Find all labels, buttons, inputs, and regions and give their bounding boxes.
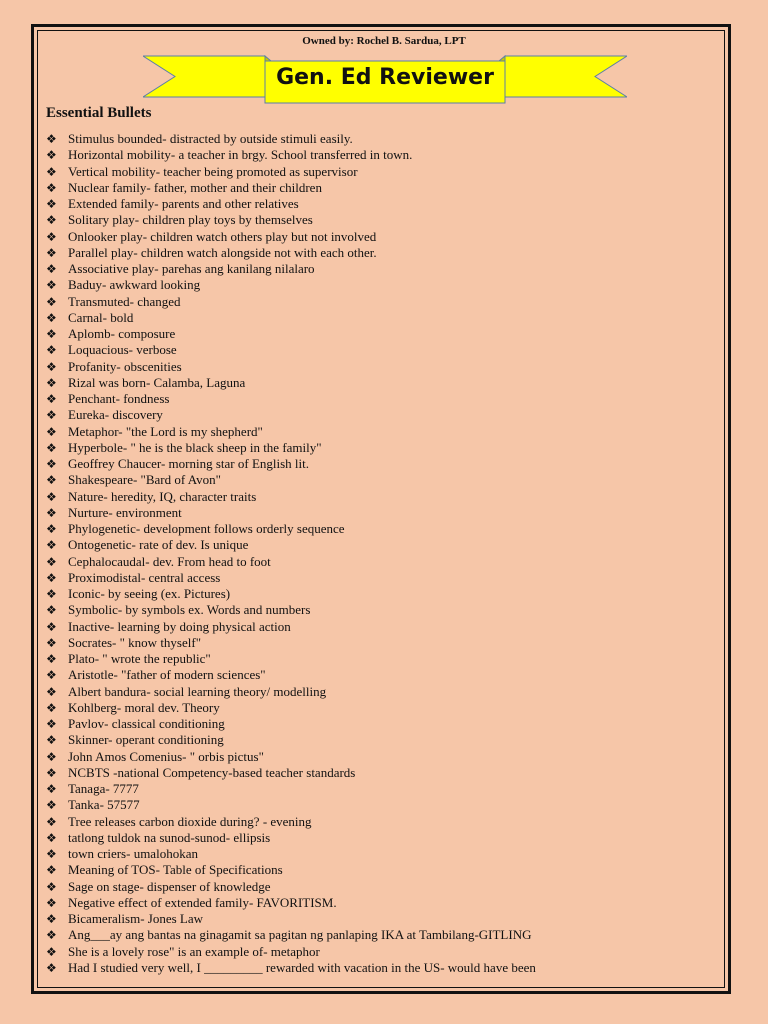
list-item bbox=[46, 846, 536, 862]
four-diamond-bullet-icon: ❖ bbox=[46, 944, 57, 959]
four-diamond-bullet-icon: ❖ bbox=[46, 392, 57, 406]
list-item bbox=[46, 944, 536, 960]
four-diamond-bullet-icon: ❖ bbox=[46, 879, 57, 894]
list-item-text: Stimulus bounded- distracted by outside stimuli easily. bbox=[68, 131, 353, 146]
owner-line: Owned by: Rochel B. Sardua, LPT bbox=[302, 35, 466, 47]
list-item bbox=[46, 164, 536, 180]
list-item bbox=[46, 797, 536, 813]
section-heading: Essential Bullets bbox=[46, 105, 152, 121]
list-item bbox=[46, 180, 536, 196]
list-item-text: Sage on stage- dispenser of knowledge bbox=[68, 878, 271, 894]
list-item bbox=[46, 619, 536, 635]
list-item bbox=[46, 456, 536, 472]
list-item bbox=[46, 586, 536, 602]
list-item bbox=[46, 879, 536, 895]
list-item-text: Loquacious- verbose bbox=[68, 342, 177, 358]
four-diamond-bullet-icon: ❖ bbox=[46, 180, 57, 195]
list-item-text: town criers- umalohokan bbox=[68, 846, 198, 861]
four-diamond-bullet-icon: ❖ bbox=[46, 262, 57, 276]
list-item bbox=[46, 651, 536, 667]
list-item bbox=[46, 830, 536, 846]
list-item-text: NCBTS -national Competency-based teacher standards bbox=[68, 764, 356, 780]
list-item-text: Proximodistal- central access bbox=[68, 569, 221, 585]
list-item-text: Kohlberg- moral dev. Theory bbox=[68, 699, 220, 715]
four-diamond-bullet-icon: ❖ bbox=[46, 245, 57, 260]
list-item-text: John Amos Comenius- " orbis pictus" bbox=[68, 748, 264, 764]
list-item-text: Transmuted- changed bbox=[68, 293, 181, 309]
list-item bbox=[46, 310, 536, 326]
list-item-text: Vertical mobility- teacher being promoted as supervisor bbox=[68, 163, 358, 179]
list-item-text: Albert bandura- social learning theory/ modelling bbox=[68, 683, 327, 699]
list-item-text: Horizontal mobility- a teacher in brgy. School transferred in town. bbox=[68, 147, 413, 163]
list-item-text: Nurture- environment bbox=[68, 504, 182, 520]
list-item-text: Pavlov- classical conditioning bbox=[68, 716, 225, 731]
list-item-text: Shakespeare- "Bard of Avon" bbox=[68, 472, 221, 488]
list-item bbox=[46, 635, 536, 651]
list-item bbox=[46, 245, 536, 261]
four-diamond-bullet-icon: ❖ bbox=[46, 278, 57, 293]
four-diamond-bullet-icon: ❖ bbox=[46, 359, 57, 374]
list-item bbox=[46, 147, 536, 163]
list-item-text: Nature- heredity, IQ, character traits bbox=[68, 488, 257, 504]
list-item bbox=[46, 359, 536, 375]
four-diamond-bullet-icon: ❖ bbox=[46, 213, 57, 228]
list-item bbox=[46, 927, 536, 943]
list-item-text: Baduy- awkward looking bbox=[68, 277, 201, 293]
list-item-text: Extended family- parents and other relatives bbox=[68, 196, 299, 211]
four-diamond-bullet-icon: ❖ bbox=[46, 847, 57, 861]
list-item bbox=[46, 326, 536, 342]
list-item-text: Plato- " wrote the republic" bbox=[68, 651, 211, 666]
list-item bbox=[46, 765, 536, 781]
list-item-text: Penchant- fondness bbox=[68, 391, 170, 406]
list-item-text: She is a lovely rose" is an example of- metaphor bbox=[68, 943, 320, 959]
four-diamond-bullet-icon: ❖ bbox=[46, 895, 57, 910]
list-item-text: Meaning of TOS- Table of Specifications bbox=[68, 862, 283, 878]
four-diamond-bullet-icon: ❖ bbox=[46, 570, 57, 585]
list-item-text: Eureka- discovery bbox=[68, 407, 163, 423]
list-item bbox=[46, 667, 536, 683]
four-diamond-bullet-icon: ❖ bbox=[46, 798, 57, 813]
title-banner bbox=[143, 55, 627, 105]
four-diamond-bullet-icon: ❖ bbox=[46, 294, 57, 309]
list-item-text: Socrates- " know thyself" bbox=[68, 634, 202, 650]
four-diamond-bullet-icon: ❖ bbox=[46, 522, 57, 536]
list-item bbox=[46, 277, 536, 293]
four-diamond-bullet-icon: ❖ bbox=[46, 457, 57, 471]
four-diamond-bullet-icon: ❖ bbox=[46, 197, 57, 211]
list-item-text: Had I studied very well, I _________ rewarded with vacation in the US- would have been bbox=[68, 959, 536, 975]
four-diamond-bullet-icon: ❖ bbox=[46, 830, 57, 845]
list-item-text: Tree releases carbon dioxide during? - evening bbox=[68, 813, 312, 829]
list-item bbox=[46, 684, 536, 700]
list-item-text: Metaphor- "the Lord is my shepherd" bbox=[68, 423, 263, 439]
four-diamond-bullet-icon: ❖ bbox=[46, 343, 57, 358]
four-diamond-bullet-icon: ❖ bbox=[46, 148, 57, 163]
four-diamond-bullet-icon: ❖ bbox=[46, 603, 57, 618]
four-diamond-bullet-icon: ❖ bbox=[46, 440, 57, 455]
list-item bbox=[46, 391, 536, 407]
four-diamond-bullet-icon: ❖ bbox=[46, 424, 57, 439]
list-item-text: Geoffrey Chaucer- morning star of English lit. bbox=[68, 456, 310, 471]
four-diamond-bullet-icon: ❖ bbox=[46, 327, 57, 341]
list-item-text: Tanaga- 7777 bbox=[68, 781, 139, 796]
four-diamond-bullet-icon: ❖ bbox=[46, 782, 57, 796]
four-diamond-bullet-icon: ❖ bbox=[46, 619, 57, 634]
four-diamond-bullet-icon: ❖ bbox=[46, 928, 57, 943]
list-item bbox=[46, 911, 536, 927]
list-item bbox=[46, 505, 536, 521]
banner-title: Gen. Ed Reviewer bbox=[276, 65, 494, 90]
list-item bbox=[46, 732, 536, 748]
bullet-list bbox=[46, 131, 536, 976]
list-item bbox=[46, 294, 536, 310]
four-diamond-bullet-icon: ❖ bbox=[46, 749, 57, 764]
list-item-text: Ang___ay ang bantas na ginagamit sa pagitan ng panlaping IKA at Tambilang-GITLING bbox=[68, 927, 532, 943]
list-item-text: Inactive- learning by doing physical action bbox=[68, 618, 291, 634]
four-diamond-bullet-icon: ❖ bbox=[46, 863, 57, 878]
list-item bbox=[46, 424, 536, 440]
list-item bbox=[46, 895, 536, 911]
four-diamond-bullet-icon: ❖ bbox=[46, 717, 57, 731]
list-item-text: Aplomb- composure bbox=[68, 326, 176, 341]
list-item bbox=[46, 814, 536, 830]
four-diamond-bullet-icon: ❖ bbox=[46, 554, 57, 569]
list-item bbox=[46, 472, 536, 488]
four-diamond-bullet-icon: ❖ bbox=[46, 489, 57, 504]
list-item bbox=[46, 862, 536, 878]
list-item-text: tatlong tuldok na sunod-sunod- ellipsis bbox=[68, 829, 271, 845]
four-diamond-bullet-icon: ❖ bbox=[46, 700, 57, 715]
list-item bbox=[46, 521, 536, 537]
list-item bbox=[46, 537, 536, 553]
four-diamond-bullet-icon: ❖ bbox=[46, 814, 57, 829]
list-item bbox=[46, 131, 536, 147]
four-diamond-bullet-icon: ❖ bbox=[46, 684, 57, 699]
four-diamond-bullet-icon: ❖ bbox=[46, 164, 57, 179]
list-item-text: Nuclear family- father, mother and their children bbox=[68, 179, 322, 195]
list-item-text: Bicameralism- Jones Law bbox=[68, 911, 204, 926]
list-item-text: Negative effect of extended family- FAVORITISM. bbox=[68, 894, 337, 910]
list-item bbox=[46, 749, 536, 765]
list-item bbox=[46, 489, 536, 505]
four-diamond-bullet-icon: ❖ bbox=[46, 668, 57, 683]
list-item-text: Symbolic- by symbols ex. Words and numbers bbox=[68, 602, 311, 618]
list-item-text: Carnal- bold bbox=[68, 309, 134, 325]
list-item-text: Cephalocaudal- dev. From head to foot bbox=[68, 553, 271, 569]
four-diamond-bullet-icon: ❖ bbox=[46, 132, 57, 146]
list-item bbox=[46, 781, 536, 797]
list-item bbox=[46, 960, 536, 976]
list-item-text: Associative play- parehas ang kanilang nilalaro bbox=[68, 261, 315, 276]
four-diamond-bullet-icon: ❖ bbox=[46, 587, 57, 601]
four-diamond-bullet-icon: ❖ bbox=[46, 733, 57, 748]
list-item-text: Skinner- operant conditioning bbox=[68, 732, 224, 748]
list-item-text: Rizal was born- Calamba, Laguna bbox=[68, 374, 246, 390]
list-item bbox=[46, 261, 536, 277]
four-diamond-bullet-icon: ❖ bbox=[46, 375, 57, 390]
list-item bbox=[46, 700, 536, 716]
list-item bbox=[46, 440, 536, 456]
list-item-text: Tanka- 57577 bbox=[68, 797, 140, 813]
list-item-text: Onlooker play- children watch others play but not involved bbox=[68, 228, 377, 244]
list-item bbox=[46, 196, 536, 212]
four-diamond-bullet-icon: ❖ bbox=[46, 310, 57, 325]
four-diamond-bullet-icon: ❖ bbox=[46, 652, 57, 666]
list-item bbox=[46, 602, 536, 618]
four-diamond-bullet-icon: ❖ bbox=[46, 505, 57, 520]
list-item bbox=[46, 212, 536, 228]
list-item bbox=[46, 716, 536, 732]
four-diamond-bullet-icon: ❖ bbox=[46, 635, 57, 650]
list-item-text: Parallel play- children watch alongside not with each other. bbox=[68, 244, 377, 260]
four-diamond-bullet-icon: ❖ bbox=[46, 473, 57, 488]
list-item bbox=[46, 375, 536, 391]
list-item bbox=[46, 407, 536, 423]
list-item bbox=[46, 570, 536, 586]
four-diamond-bullet-icon: ❖ bbox=[46, 408, 57, 423]
list-item-text: Ontogenetic- rate of dev. Is unique bbox=[68, 537, 249, 553]
list-item-text: Solitary play- children play toys by themselves bbox=[68, 212, 313, 228]
list-item-text: Phylogenetic- development follows orderly sequence bbox=[68, 521, 345, 536]
four-diamond-bullet-icon: ❖ bbox=[46, 538, 57, 553]
four-diamond-bullet-icon: ❖ bbox=[46, 912, 57, 926]
list-item bbox=[46, 229, 536, 245]
list-item-text: Iconic- by seeing (ex. Pictures) bbox=[68, 586, 231, 601]
list-item-text: Profanity- obscenities bbox=[68, 358, 182, 374]
four-diamond-bullet-icon: ❖ bbox=[46, 229, 57, 244]
list-item-text: Hyperbole- " he is the black sheep in the family" bbox=[68, 439, 322, 455]
four-diamond-bullet-icon: ❖ bbox=[46, 765, 57, 780]
four-diamond-bullet-icon: ❖ bbox=[46, 960, 57, 975]
list-item-text: Aristotle- "father of modern sciences" bbox=[68, 667, 266, 683]
list-item bbox=[46, 342, 536, 358]
list-item bbox=[46, 554, 536, 570]
